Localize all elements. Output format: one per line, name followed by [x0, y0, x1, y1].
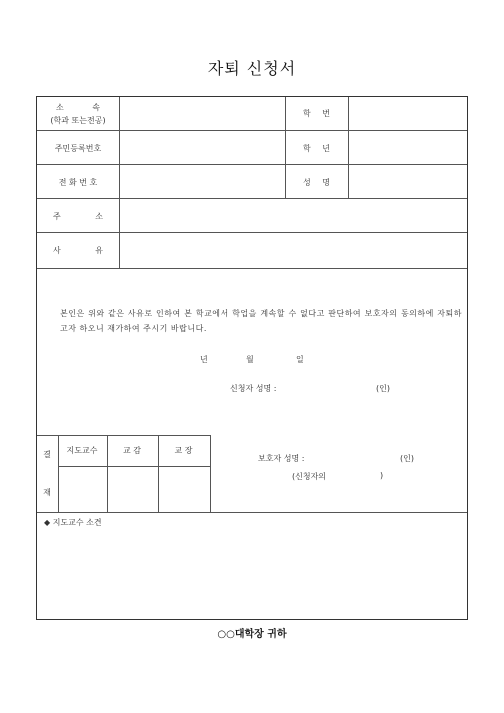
date-month: 월	[246, 355, 254, 364]
applicant-name-field[interactable]	[298, 380, 370, 394]
address-label-char: 주	[53, 211, 61, 221]
approval-side-char: 재	[43, 487, 51, 497]
advisor-opinion-label: ◆ 지도교수 소견	[44, 518, 102, 527]
row-divider	[37, 512, 467, 513]
date-day: 일	[296, 355, 304, 364]
student-id-label	[285, 97, 348, 130]
department-label-char: 속	[92, 102, 100, 112]
address-label-char: 소	[95, 211, 103, 221]
reason-field[interactable]	[120, 233, 467, 268]
approval-side-label	[37, 435, 57, 511]
reason-label	[37, 233, 119, 268]
phone-label: 전 화 번 호	[58, 177, 98, 187]
approval-column-divider	[210, 435, 211, 512]
reason-label-char: 유	[95, 246, 103, 255]
guardian-name-label: 보호자 성명 :	[258, 454, 305, 463]
guardian-relation-close: )	[380, 471, 384, 480]
student-id-label-char: 학	[303, 109, 311, 118]
address-field[interactable]	[120, 199, 467, 233]
name-label	[285, 165, 348, 199]
department-value-field[interactable]	[120, 97, 285, 130]
name-label-char: 성	[303, 177, 311, 187]
grade-label	[285, 131, 348, 165]
approval-header-principal: 교 장	[174, 445, 193, 455]
principal-sign-box[interactable]	[158, 466, 209, 511]
applicant-name-label: 신청자 성명 :	[230, 384, 277, 393]
department-label-char: 소	[56, 102, 64, 112]
department-label	[37, 97, 119, 130]
grade-label-char: 년	[322, 143, 330, 153]
phone-field[interactable]	[120, 165, 285, 199]
name-label-char: 명	[322, 177, 330, 187]
guardian-relation-label: (신청자의	[292, 472, 327, 481]
reason-label-char: 사	[53, 246, 61, 255]
approval-header-vice-principal: 교 감	[123, 445, 141, 455]
address-label	[37, 199, 119, 233]
advisor-sign-box[interactable]	[58, 466, 106, 511]
grade-label-char: 학	[303, 143, 311, 153]
addressee: ○○대학장 귀하	[217, 629, 287, 640]
student-id-field[interactable]	[349, 97, 467, 130]
applicant-seal: (인)	[376, 384, 390, 393]
vice-principal-sign-box[interactable]	[107, 466, 157, 511]
approval-header-advisor: 지도교수	[66, 445, 98, 455]
name-field[interactable]	[349, 165, 467, 199]
grade-field[interactable]	[349, 131, 467, 165]
student-id-label-char: 번	[322, 109, 330, 118]
resident-number-field[interactable]	[120, 131, 285, 165]
resident-number-label: 주민등록번호	[54, 143, 102, 153]
document-title: 자퇴 신청서	[207, 59, 297, 78]
advisor-opinion-field[interactable]	[44, 532, 462, 616]
statement-text: 본인은 위와 같은 사유로 인하여 본 학교에서 학업을 계속할 수 없다고 판단하여 보호자의 동의하에 자퇴하고자 하오니 재가하여 주시기 바랍니다.	[60, 309, 462, 333]
date-year: 년	[200, 355, 208, 364]
guardian-name-field[interactable]	[326, 450, 394, 464]
department-sublabel: (학과 또는전공)	[50, 115, 106, 125]
approval-side-char: 결	[43, 449, 51, 459]
guardian-seal: (인)	[400, 454, 414, 463]
row-divider	[37, 268, 467, 269]
